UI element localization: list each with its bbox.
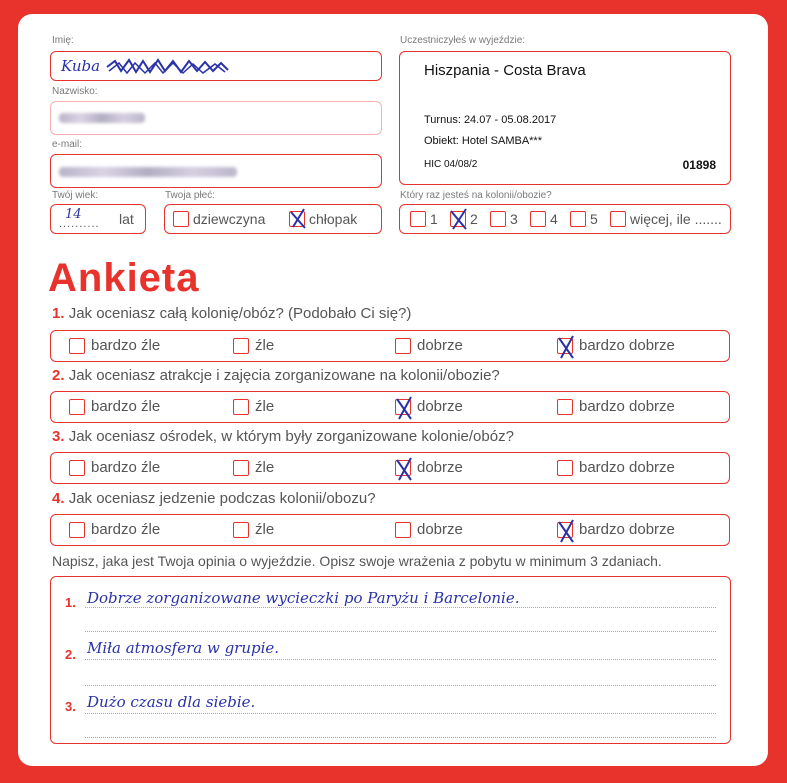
opinion-text-2[interactable]: Miła atmosfera w grupie.	[87, 639, 280, 657]
answer-checkbox[interactable]	[69, 460, 85, 476]
answer-row-2	[50, 391, 730, 423]
check-mark-icon	[555, 518, 577, 544]
answer-option[interactable]: bardzo źle	[69, 459, 160, 476]
answer-checkbox[interactable]	[233, 399, 249, 415]
opinion-line	[85, 713, 716, 714]
opinion-box	[50, 576, 731, 744]
times-3-checkbox[interactable]	[490, 211, 506, 227]
check-mark-icon	[287, 207, 309, 231]
question-text: Jak oceniasz atrakcje i zajęcia zorganizowane na kolonii/obozie?	[68, 367, 500, 384]
times-option-5[interactable]: 5	[570, 211, 598, 227]
gender-field	[164, 204, 382, 234]
answer-checkbox[interactable]	[69, 399, 85, 415]
answer-option[interactable]: bardzo dobrze	[557, 459, 675, 476]
question-4	[52, 490, 376, 507]
answer-option[interactable]: bardzo dobrze	[557, 521, 675, 538]
gender-option-boy[interactable]: chłopak	[289, 211, 357, 227]
surname-label: Nazwisko:	[52, 86, 98, 97]
check-mark-icon	[393, 395, 415, 421]
opinion-line	[85, 737, 716, 738]
answer-checkbox[interactable]	[395, 399, 411, 415]
answer-option[interactable]: dobrze	[395, 337, 463, 354]
times-4-checkbox[interactable]	[530, 211, 546, 227]
answer-row-1	[50, 330, 730, 362]
gender-option-girl[interactable]: dziewczyna	[173, 211, 265, 227]
surname-field[interactable]	[50, 101, 382, 135]
trip-turnus: Turnus: 24.07 - 05.08.2017	[424, 114, 557, 126]
opinion-num-1: 1.	[65, 595, 76, 610]
opinion-prompt: Napisz, jaka jest Twoja opinia o wyjeździe. Opisz swoje wrażenia z pobytu w minimum 3 zdaniach.	[52, 553, 662, 569]
question-number: 3.	[52, 428, 65, 445]
times-option-more[interactable]: więcej, ile .......	[610, 211, 722, 227]
opinion-line	[85, 607, 716, 608]
gender-label: Twoja płeć:	[165, 190, 216, 201]
opinion-text-1[interactable]: Dobrze zorganizowane wycieczki po Paryżu i Barcelonie.	[87, 589, 520, 607]
answer-option[interactable]: bardzo dobrze	[557, 398, 675, 415]
email-field[interactable]	[50, 154, 382, 188]
email-redacted	[59, 167, 237, 177]
opinion-text-3[interactable]: Dużo czasu dla siebie.	[87, 693, 256, 711]
answer-option[interactable]: źle	[233, 459, 274, 476]
answer-checkbox[interactable]	[233, 460, 249, 476]
name-value: Kuba	[61, 57, 101, 75]
answer-checkbox[interactable]	[557, 522, 573, 538]
times-option-2[interactable]: 2	[450, 211, 478, 227]
name-scribble	[103, 55, 233, 79]
times-field	[399, 204, 731, 234]
check-mark-icon	[555, 334, 577, 360]
name-label: Imię:	[52, 35, 74, 46]
answer-option[interactable]: bardzo źle	[69, 337, 160, 354]
check-mark-icon	[448, 207, 470, 231]
times-option-4[interactable]: 4	[530, 211, 558, 227]
trip-box	[399, 51, 731, 185]
answer-option[interactable]: źle	[233, 398, 274, 415]
question-3	[52, 428, 514, 445]
age-value: 14	[65, 207, 82, 222]
times-2-checkbox[interactable]	[450, 211, 466, 227]
opinion-line	[85, 631, 716, 632]
times-label: Który raz jesteś na kolonii/obozie?	[400, 190, 552, 201]
answer-checkbox[interactable]	[395, 522, 411, 538]
answer-option[interactable]: dobrze	[395, 459, 463, 476]
trip-obiekt: Obiekt: Hotel SAMBA***	[424, 135, 542, 147]
survey-heading: Ankieta	[48, 256, 200, 300]
times-1-checkbox[interactable]	[410, 211, 426, 227]
question-text: Jak oceniasz ośrodek, w którym były zorganizowane kolonie/obóz?	[68, 428, 514, 445]
trip-number: 01898	[682, 158, 716, 172]
gender-boy-checkbox[interactable]	[289, 211, 305, 227]
answer-option[interactable]: źle	[233, 521, 274, 538]
answer-option[interactable]: bardzo źle	[69, 521, 160, 538]
opinion-num-2: 2.	[65, 647, 76, 662]
age-field[interactable]	[50, 204, 146, 234]
times-more-checkbox[interactable]	[610, 211, 626, 227]
question-text: Jak oceniasz całą kolonię/obóz? (Podobało Ci się?)	[68, 305, 412, 322]
trip-code: HIC 04/08/2	[424, 159, 478, 170]
answer-checkbox[interactable]	[557, 460, 573, 476]
answer-checkbox[interactable]	[233, 338, 249, 354]
times-option-1[interactable]: 1	[410, 211, 438, 227]
trip-label: Uczestniczyłeś w wyjeździe:	[400, 35, 526, 46]
answer-option[interactable]: bardzo dobrze	[557, 337, 675, 354]
question-2	[52, 367, 500, 384]
name-field[interactable]	[50, 51, 382, 81]
answer-row-3	[50, 452, 730, 484]
answer-checkbox[interactable]	[69, 522, 85, 538]
times-5-checkbox[interactable]	[570, 211, 586, 227]
answer-option[interactable]: dobrze	[395, 398, 463, 415]
answer-checkbox[interactable]	[69, 338, 85, 354]
opinion-line	[85, 685, 716, 686]
answer-row-4	[50, 514, 730, 546]
question-number: 2.	[52, 367, 65, 384]
trip-title: Hiszpania - Costa Brava	[424, 62, 586, 79]
question-1	[52, 305, 411, 322]
question-number: 4.	[52, 490, 65, 507]
question-text: Jak oceniasz jedzenie podczas kolonii/obozu?	[68, 490, 376, 507]
question-number: 1.	[52, 305, 65, 322]
age-label: Twój wiek:	[52, 190, 99, 201]
answer-checkbox[interactable]	[557, 399, 573, 415]
check-mark-icon	[393, 456, 415, 482]
answer-checkbox[interactable]	[395, 338, 411, 354]
answer-option[interactable]: bardzo źle	[69, 398, 160, 415]
gender-girl-checkbox[interactable]	[173, 211, 189, 227]
age-unit: lat	[119, 211, 134, 227]
answer-checkbox[interactable]	[557, 338, 573, 354]
answer-option[interactable]: źle	[233, 337, 274, 354]
age-dots: ..........	[59, 218, 100, 230]
opinion-num-3: 3.	[65, 699, 76, 714]
answer-checkbox[interactable]	[233, 522, 249, 538]
surname-redacted	[59, 113, 145, 123]
answer-checkbox[interactable]	[395, 460, 411, 476]
opinion-line	[85, 659, 716, 660]
answer-option[interactable]: dobrze	[395, 521, 463, 538]
times-option-3[interactable]: 3	[490, 211, 518, 227]
email-label: e-mail:	[52, 139, 83, 150]
